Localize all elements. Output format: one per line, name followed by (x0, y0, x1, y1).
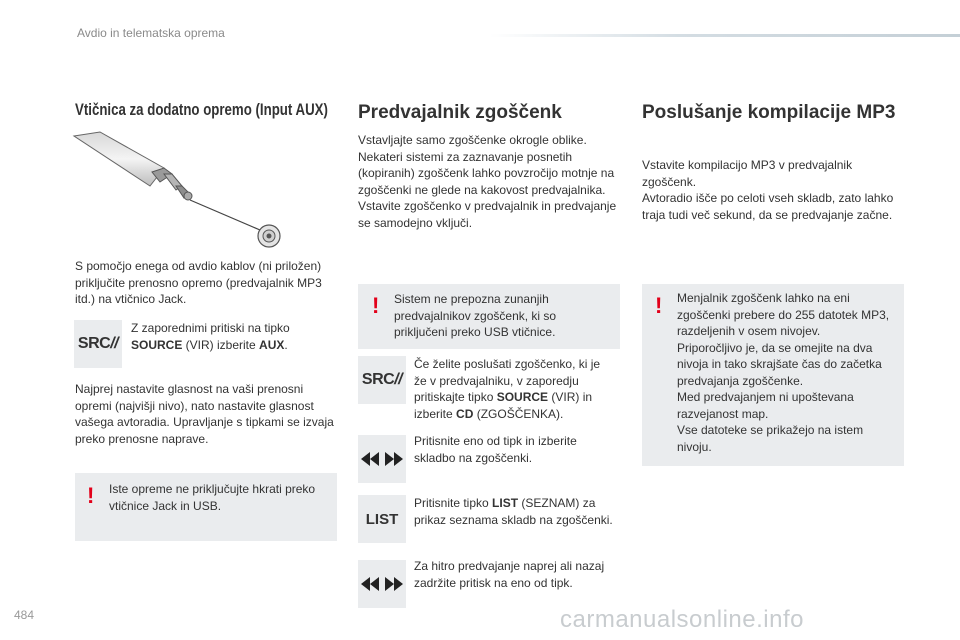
cd-list-instruction: Pritisnite tipko LIST (SEZNAM) za prikaz seznama skladb na zgoščenki. (414, 496, 613, 527)
src-button-icon (358, 356, 406, 404)
watermark: carmanualsonline.info (560, 606, 804, 633)
skip-back-forward-icon (361, 576, 403, 592)
cd-source-instruction: Če želite poslušati zgoščenko, ki je že v predvajalniku, v zaporedju pritiskajte tipko SOURCE (VIR) in izberite CD (ZGOŠČENKA). (414, 357, 601, 421)
cd-warning-text: Sistem ne prepozna zunanjih predvajalnikov zgoščenk, ki so priključeni preko USB vtičnice. (394, 292, 557, 339)
skip-back-forward-icon (361, 451, 403, 467)
src-button-icon (74, 320, 122, 368)
list-icon-label: LIST (365, 510, 399, 528)
mp3-warning-text: Menjalnik zgoščenk lahko na eni zgoščenki prebere do 255 datotek MP3, razdeljenih v osem nivojev. Priporočljivo je, da se omejite na dva nivoja in tako skrajšate čas do začetka predvajanja zgoščenke. Med predvajanjem ni upoštevana razvejanost map. Vse datoteke se prikažejo na istem nivoju. (677, 291, 890, 454)
page-number: 484 (14, 608, 35, 622)
cd-intro: Vstavljajte samo zgoščenke okrogle oblike. Nekateri sistemi za zaznavanje posnetih (kopiranih) zgoščenk lahko povzročijo motnje na zgoščenki ne glede na kakovost predvajalnika. Vstavite zgoščenko v predvajalnik in predvajanje se samodejno vključi. (358, 133, 617, 230)
mp3-heading: Poslušanje kompilacije MP3 (642, 102, 896, 123)
track-select-buttons-icon (358, 435, 406, 483)
mp3-warning-box (642, 284, 904, 466)
aux-volume-text: Najprej nastavite glasnost na vaši prenosni opremi (najvišji nivo), nato nastavite glasnost vašega avtoradia. Upravljanje s tipkami se izvaja preko prenosne naprave. (75, 382, 334, 446)
warning-icon: ! (372, 293, 380, 318)
cd-heading: Predvajalnik zgoščenk (358, 102, 562, 123)
cd-fast-text: Za hitro predvajanje naprej ali nazaj zadržite pritisk na eno od tipk. (414, 559, 605, 590)
src-icon-label: SRC// (77, 335, 119, 352)
warning-icon: ! (87, 483, 95, 508)
cd-track-text: Pritisnite eno od tipk in izberite skladbo na zgoščenki. (414, 434, 577, 465)
cd-warning-box (358, 284, 620, 349)
mp3-intro: Vstavite kompilacijo MP3 v predvajalnik zgoščenk. Avtoradio išče po celoti vseh skladb, zato lahko traja tudi več sekund, da se predvajanje začne. (642, 158, 894, 222)
jack-plug-illustration (72, 128, 292, 252)
aux-warning-box (75, 473, 337, 541)
section-title: Avdio in telematska oprema (77, 26, 225, 40)
aux-intro: S pomočjo enega od avdio kablov (ni priložen) priključite prenosno opremo (predvajalnik MP3 itd.) na vtičnico Jack. (75, 259, 322, 306)
aux-warning-text: Iste opreme ne priključujte hkrati preko vtičnice Jack in USB. (109, 482, 316, 513)
header-divider (490, 34, 960, 37)
warning-icon: ! (655, 293, 663, 318)
list-button-icon (358, 495, 406, 543)
aux-source-instruction: Z zaporednimi pritiski na tipko SOURCE (VIR) izberite AUX. (131, 321, 290, 352)
fast-forward-rewind-icon (358, 560, 406, 608)
src-icon-label: SRC// (361, 371, 403, 388)
aux-heading: Vtičnica za dodatno opremo (Input AUX) (75, 100, 328, 119)
